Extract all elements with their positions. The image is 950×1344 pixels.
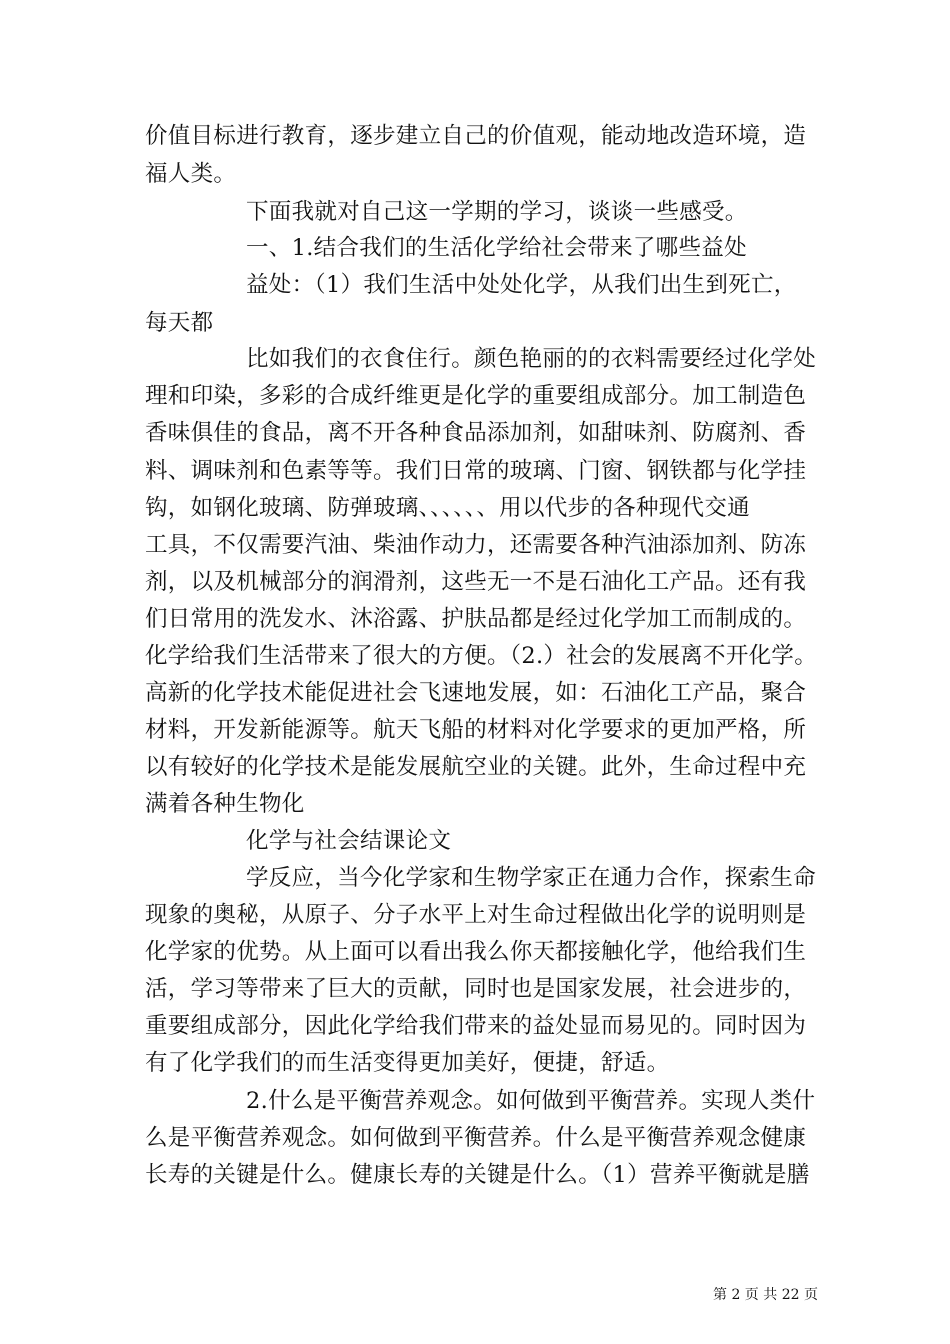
text-line: 学反应，当今化学家和生物学家正在通力合作，探索生命 <box>246 865 817 891</box>
text-line: 高新的化学技术能促进社会飞速地发展，如：石油化工产品，聚合 <box>145 680 807 706</box>
text-line: 长寿的关键是什么。健康长寿的关键是什么。（1）营养平衡就是膳 <box>145 1162 810 1188</box>
text-line: 香味俱佳的食品，离不开各种食品添加剂，如甜味剂、防腐剂、香 <box>145 420 807 446</box>
text-line: 剂，以及机械部分的润滑剂，这些无一不是石油化工产品。还有我 <box>145 569 807 595</box>
running-title: 化学与社会结课论文 <box>246 828 452 854</box>
text-line: 有了化学我们的而生活变得更加美好，便捷，舒适。 <box>145 1050 670 1076</box>
text-line: 们日常用的洗发水、沐浴露、护肤品都是经过化学加工而制成的。 <box>145 606 807 632</box>
text-line: 材料，开发新能源等。航天飞船的材料对化学要求的更加严格，所 <box>145 717 807 743</box>
text-line: 福人类。 <box>145 161 237 187</box>
text-line: 理和印染，多彩的合成纤维更是化学的重要组成部分。加工制造色 <box>145 383 807 409</box>
text-line: 么是平衡营养观念。如何做到平衡营养。什么是平衡营养观念健康 <box>145 1125 807 1151</box>
section-heading: 一、1.结合我们的生活化学给社会带来了哪些益处 <box>246 235 747 261</box>
text-line: 钩，如钢化玻璃、防弹玻璃、、、、、、用以代步的各种现代交通 <box>145 495 750 521</box>
text-line: 满着各种生物化 <box>145 791 305 817</box>
text-line: 益处：（1）我们生活中处处化学，从我们出生到死亡， <box>246 272 797 298</box>
text-line: 化学给我们生活带来了很大的方便。（2.）社会的发展离不开化学。 <box>145 643 818 669</box>
text-line: 以有较好的化学技术是能发展航空业的关键。此外，生命过程中充 <box>145 754 807 780</box>
text-line: 化学家的优势。从上面可以看出我么你天都接触化学，他给我们生 <box>145 939 807 965</box>
page-footer: 第 2 页 共 22 页 <box>713 1287 818 1303</box>
section-heading: 2.什么是平衡营养观念。如何做到平衡营养。实现人类什 <box>246 1088 816 1114</box>
text-line: 每天都 <box>145 310 214 336</box>
text-line: 工具，不仅需要汽油、柴油作动力，还需要各种汽油添加剂、防冻 <box>145 532 807 558</box>
text-line: 料、调味剂和色素等等。我们日常的玻璃、门窗、钢铁都与化学挂 <box>145 458 807 484</box>
text-line: 比如我们的衣食住行。颜色艳丽的的衣料需要经过化学处 <box>246 346 817 372</box>
text-line: 活，学习等带来了巨大的贡献，同时也是国家发展，社会进步的， <box>145 976 807 1002</box>
text-line: 重要组成部分，因此化学给我们带来的益处显而易见的。同时因为 <box>145 1013 807 1039</box>
text-line: 价值目标进行教育，逐步建立自己的价值观，能动地改造环境，造 <box>145 123 807 149</box>
text-line: 下面我就对自己这一学期的学习，谈谈一些感受。 <box>246 199 748 225</box>
text-line: 现象的奥秘，从原子、分子水平上对生命过程做出化学的说明则是 <box>145 902 807 928</box>
